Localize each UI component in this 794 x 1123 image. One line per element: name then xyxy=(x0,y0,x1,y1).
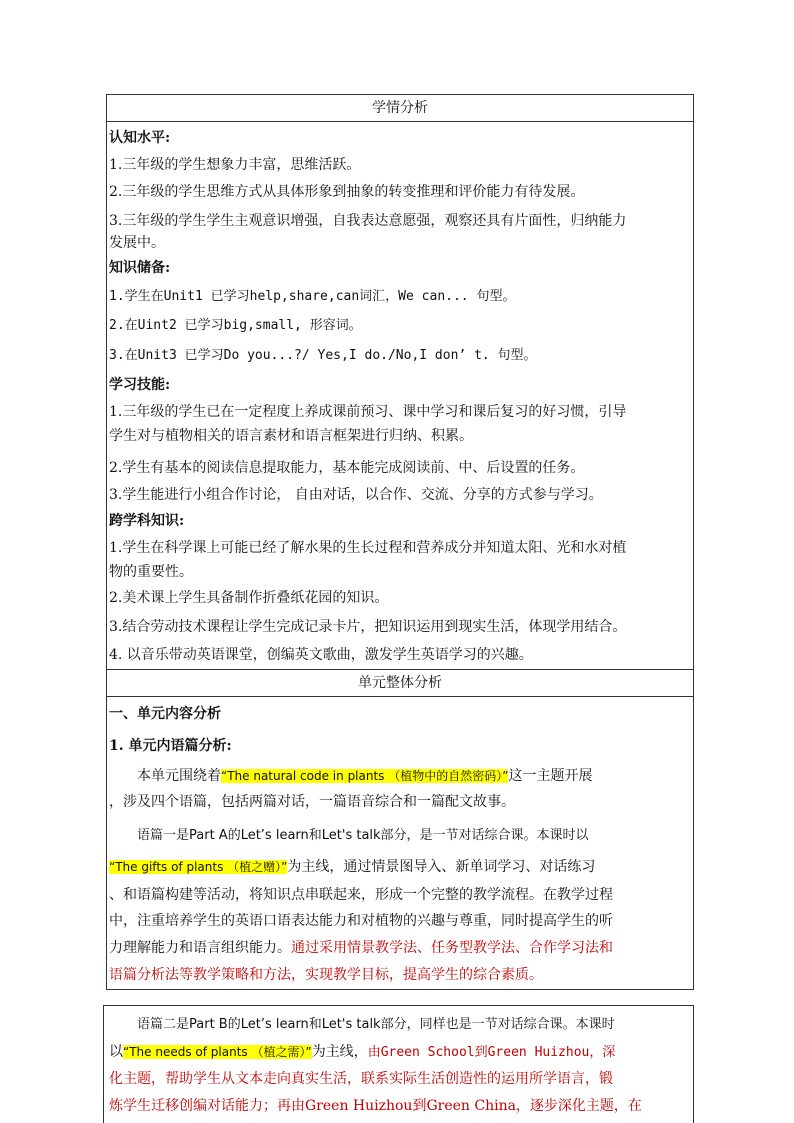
cross-subject-item: 2.美术课上学生具备制作折叠纸花园的知识。 xyxy=(109,590,389,606)
p2-line5-pre: 力理解能力和语言组织能力。 xyxy=(109,940,291,956)
cognitive-item: 3.三年级的学生学生主观意识增强，自我表达意愿强，观察还具有片面性，归纳能力 xyxy=(109,213,627,229)
cross-subject-heading: 跨学科知识: xyxy=(109,513,185,529)
paragraph-2-line xyxy=(109,852,693,882)
p2-post: 为主线，通过情景图导入、新单词学习、对话练习 xyxy=(287,859,596,875)
section-header-learner-analysis: 学情分析 xyxy=(107,95,693,122)
knowledge-heading: 知识储备: xyxy=(109,260,171,276)
knowledge-item: 3.在Unit3 已学习Do you...?/ Yes,I do./No,I don’ t. 句型。 xyxy=(109,348,537,363)
knowledge-item: 1.学生在Unit1 已学习help,share,can词汇，We can... 句型。 xyxy=(109,289,516,304)
cross-subject-item: 1.学生在科学课上可能已经了解水果的生长过程和营养成分并知道太阳、光和水对植 xyxy=(109,540,627,556)
p2-line1: 语篇一是Part A的Let’s learn和Let's talk部分，是一节对话综合课。本课时以 xyxy=(137,828,589,843)
p3-post-red: 由Green School到Green Huizhou，深 xyxy=(367,1045,616,1060)
paragraph-2 xyxy=(109,815,693,852)
skills-item: 1.三年级的学生已在一定程度上养成课前预习、课中学习和课后复习的好习惯，引导 xyxy=(109,404,627,420)
skills-item: 3.学生能进行小组合作讨论， 自由对话，以合作、交流、分享的方式参与学习。 xyxy=(109,487,603,503)
cross-subject-item: 3.结合劳动技术课程让学生完成记录卡片，把知识运用到现实生活，体现学用结合。 xyxy=(109,619,627,635)
p1-post: 这一主题开展 xyxy=(508,768,593,784)
paragraph-2-line: 、和语篇构建等活动，将知识点串联起来，形成一个完整的教学流程。在教学过程 xyxy=(109,887,613,903)
p3-line1 xyxy=(109,1006,693,1039)
p3-highlight: “The needs of plants （植之需）” xyxy=(123,1045,312,1059)
p2-line5-red: 通过采用情景教学法、任务型教学法、合作学习法和 xyxy=(291,940,613,956)
unit-content-heading: 一、单元内容分析 xyxy=(109,706,221,722)
cognitive-item-cont: 发展中。 xyxy=(109,235,165,251)
cross-subject-item-cont: 物的重要性。 xyxy=(109,564,193,580)
paragraph-3 xyxy=(104,1006,693,1120)
cognitive-item: 1.三年级的学生想象力丰富，思维活跃。 xyxy=(109,157,361,173)
skills-item-cont: 学生对与植物相关的语言素材和语言框架进行归纳、积累。 xyxy=(109,428,473,444)
p1-pre: 本单元围绕着 xyxy=(137,768,221,784)
paragraph-2-line xyxy=(109,935,693,962)
cognitive-item: 2.三年级的学生思维方式从具体形象到抽象的转变推理和评价能力有待发展。 xyxy=(109,184,585,200)
unit-analysis-content xyxy=(107,697,693,989)
paragraph-1-cont: ，涉及四个语篇，包括两篇对话，一篇语音综合和一篇配文故事。 xyxy=(109,794,515,810)
paragraph-2-line: 语篇分析法等教学策略和方法，实现教学目标，提高学生的综合素质。 xyxy=(109,967,543,983)
p3-line1-text: 语篇二是Part B的Let’s learn和Let's talk部分，同样也是一节对话综合课。本课时 xyxy=(137,1017,615,1032)
p3-pre: 以 xyxy=(109,1044,123,1060)
p1-highlight: “The natural code in plants （植物中的自然密码）” xyxy=(221,769,509,783)
p2-highlight: “The gifts of plants （植之赠）” xyxy=(109,860,288,874)
p3-line3: 化主题，帮助学生从文本走向真实生活，联系实际生活创造性的运用所学语言，锻 xyxy=(109,1071,613,1087)
section-header-unit-analysis: 单元整体分析 xyxy=(107,669,693,697)
p3-line2 xyxy=(109,1039,693,1066)
discourse-heading: 1. 单元内语篇分析: xyxy=(109,738,232,754)
skills-heading: 学习技能: xyxy=(109,377,171,393)
p3-line4: 炼学生迁移创编对话能力；再由Green Huizhou到Green China，逐步深化主题，在 xyxy=(109,1098,642,1114)
analysis-table xyxy=(106,94,694,990)
learner-analysis-content xyxy=(107,122,693,669)
paragraph-2-line: 中，注重培养学生的英语口语表达能力和对植物的兴趣与尊重，同时提高学生的听 xyxy=(109,913,613,929)
cognitive-heading: 认知水平: xyxy=(109,130,171,146)
knowledge-item: 2.在Uint2 已学习big,small, 形容词。 xyxy=(109,318,362,333)
paragraph-1 xyxy=(109,763,693,789)
cross-subject-item: 4. 以音乐带动英语课堂，创编英文歌曲，激发学生英语学习的兴趣。 xyxy=(109,647,533,663)
p3-post-plain: 为主线， xyxy=(311,1044,368,1060)
continuation-box xyxy=(103,1005,694,1123)
skills-item: 2.学生有基本的阅读信息提取能力，基本能完成阅读前、中、后设置的任务。 xyxy=(109,460,585,476)
